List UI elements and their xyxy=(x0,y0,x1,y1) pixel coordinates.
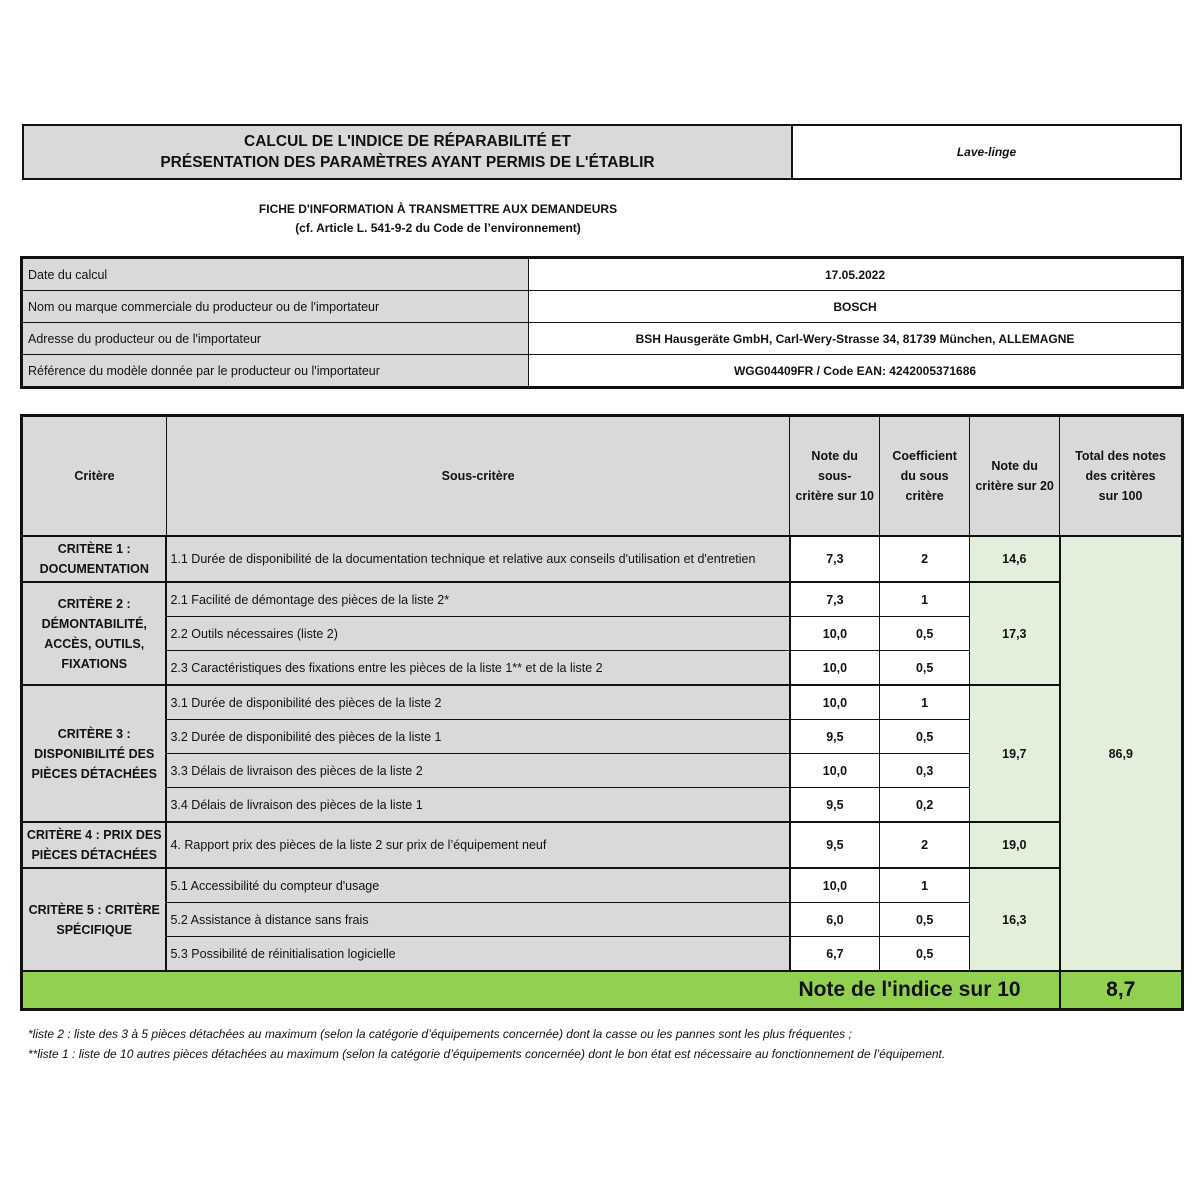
criterion-4-score: 19,0 xyxy=(970,822,1060,868)
subcriterion-note: 10,0 xyxy=(790,685,880,720)
subcriterion-label: 3.4 Délais de livraison des pièces de la liste 1 xyxy=(166,788,789,823)
total-score-100: 86,9 xyxy=(1060,536,1182,971)
subcriterion-coefficient: 0,5 xyxy=(880,651,970,686)
title-line-2: PRÉSENTATION DES PARAMÈTRES AYANT PERMIS DE L'ÉTABLIR xyxy=(160,154,655,171)
product-type: Lave-linge xyxy=(956,145,1017,159)
subtitle-line-1: FICHE D'INFORMATION À TRANSMETTRE AUX DEMANDEURS xyxy=(258,202,618,216)
info-value: BSH Hausgeräte GmbH, Carl-Wery-Strasse 34, 81739 München, ALLEMAGNE xyxy=(529,323,1182,355)
header-sous-critere: Sous-critère xyxy=(166,417,789,537)
table-row xyxy=(23,685,1182,720)
subcriterion-label: 3.3 Délais de livraison des pièces de la liste 2 xyxy=(166,754,789,788)
table-row xyxy=(23,868,1182,903)
info-row-date xyxy=(23,259,1182,291)
info-label: Date du calcul xyxy=(23,259,529,291)
criterion-5-label: CRITÈRE 5 : CRITÈRE SPÉCIFIQUE xyxy=(23,868,167,971)
table-header-row xyxy=(23,417,1182,537)
criterion-3-score: 19,7 xyxy=(970,685,1060,822)
subcriterion-coefficient: 0,5 xyxy=(880,937,970,972)
subcriterion-coefficient: 0,2 xyxy=(880,788,970,823)
document-header xyxy=(22,124,1182,180)
footnotes xyxy=(28,1024,1178,1064)
subcriterion-note: 10,0 xyxy=(790,651,880,686)
subcriterion-coefficient: 2 xyxy=(880,822,970,868)
final-score-row xyxy=(23,971,1182,1009)
info-sheet-subtitle xyxy=(0,200,876,238)
criterion-5-score: 16,3 xyxy=(970,868,1060,971)
header-note-sur-10: Note du sous- critère sur 10 xyxy=(790,417,880,537)
criterion-1-score: 14,6 xyxy=(970,536,1060,582)
document-title xyxy=(24,126,793,178)
final-score-value: 8,7 xyxy=(1060,971,1182,1009)
subcriterion-label: 5.1 Accessibilité du compteur d'usage xyxy=(166,868,789,903)
info-value: 17.05.2022 xyxy=(529,259,1182,291)
info-row-model xyxy=(23,355,1182,387)
subcriterion-coefficient: 0,5 xyxy=(880,720,970,754)
subcriterion-note: 7,3 xyxy=(790,582,880,617)
subcriterion-label: 5.3 Possibilité de réinitialisation logicielle xyxy=(166,937,789,972)
subcriterion-coefficient: 0,5 xyxy=(880,903,970,937)
title-line-1: CALCUL DE L'INDICE DE RÉPARABILITÉ ET xyxy=(244,133,571,150)
footnote-liste-1: **liste 1 : liste de 10 autres pièces détachées au maximum (selon la catégorie d’équipements concernée) dont le bon état est nécessaire au fonctionnement de l’équipement. xyxy=(28,1047,946,1061)
subcriterion-label: 3.2 Durée de disponibilité des pièces de la liste 1 xyxy=(166,720,789,754)
repairability-score-table xyxy=(22,416,1182,1009)
subcriterion-note: 7,3 xyxy=(790,536,880,582)
criterion-1-label: CRITÈRE 1 : DOCUMENTATION xyxy=(23,536,167,582)
subcriterion-note: 10,0 xyxy=(790,868,880,903)
subcriterion-coefficient: 0,3 xyxy=(880,754,970,788)
info-value: BOSCH xyxy=(529,291,1182,323)
subcriterion-coefficient: 1 xyxy=(880,582,970,617)
subcriterion-label: 2.1 Facilité de démontage des pièces de la liste 2* xyxy=(166,582,789,617)
subcriterion-note: 10,0 xyxy=(790,754,880,788)
subcriterion-note: 9,5 xyxy=(790,788,880,823)
final-score-label: Note de l'indice sur 10 xyxy=(23,971,1060,1009)
subcriterion-coefficient: 1 xyxy=(880,685,970,720)
table-row xyxy=(23,582,1182,617)
info-label: Adresse du producteur ou de l'importateur xyxy=(23,323,529,355)
header-note-sur-20: Note du critère sur 20 xyxy=(970,417,1060,537)
footnote-liste-2: *liste 2 : liste des 3 à 5 pièces détachées au maximum (selon la catégorie d’équipements concernée) dont la casse ou les pannes sont les plus fréquentes ; xyxy=(28,1027,852,1041)
header-total-sur-100: Total des notes des critères sur 100 xyxy=(1060,417,1182,537)
header-critere: Critère xyxy=(23,417,167,537)
table-row xyxy=(23,822,1182,868)
subcriterion-coefficient: 2 xyxy=(880,536,970,582)
subcriterion-note: 6,7 xyxy=(790,937,880,972)
table-row xyxy=(23,536,1182,582)
subcriterion-note: 9,5 xyxy=(790,822,880,868)
criterion-2-label: CRITÈRE 2 : DÉMONTABILITÉ, ACCÈS, OUTILS, FIXATIONS xyxy=(23,582,167,685)
subcriterion-label: 3.1 Durée de disponibilité des pièces de la liste 2 xyxy=(166,685,789,720)
criterion-3-label: CRITÈRE 3 : DISPONIBILITÉ DES PIÈCES DÉTACHÉES xyxy=(23,685,167,822)
subcriterion-coefficient: 1 xyxy=(880,868,970,903)
header-coefficient: Coefficient du sous critère xyxy=(880,417,970,537)
subcriterion-note: 10,0 xyxy=(790,617,880,651)
info-value: WGG04409FR / Code EAN: 4242005371686 xyxy=(529,355,1182,387)
criterion-4-label: CRITÈRE 4 : PRIX DES PIÈCES DÉTACHÉES xyxy=(23,822,167,868)
subcriterion-coefficient: 0,5 xyxy=(880,617,970,651)
info-row-address xyxy=(23,323,1182,355)
subcriterion-note: 9,5 xyxy=(790,720,880,754)
producer-info-table xyxy=(22,258,1182,387)
subcriterion-label: 1.1 Durée de disponibilité de la documentation technique et relative aux conseils d'utilisation et d'entretien xyxy=(166,536,789,582)
subcriterion-label: 2.2 Outils nécessaires (liste 2) xyxy=(166,617,789,651)
info-row-brand xyxy=(23,291,1182,323)
subcriterion-label: 5.2 Assistance à distance sans frais xyxy=(166,903,789,937)
criterion-2-score: 17,3 xyxy=(970,582,1060,685)
subcriterion-label: 2.3 Caractéristiques des fixations entre les pièces de la liste 1** et de la liste 2 xyxy=(166,651,789,686)
info-label: Référence du modèle donnée par le producteur ou l'importateur xyxy=(23,355,529,387)
subcriterion-label: 4. Rapport prix des pièces de la liste 2 sur prix de l’équipement neuf xyxy=(166,822,789,868)
info-label: Nom ou marque commerciale du producteur ou de l'importateur xyxy=(23,291,529,323)
subcriterion-note: 6,0 xyxy=(790,903,880,937)
subtitle-line-2: (cf. Article L. 541-9-2 du Code de l’environnement) xyxy=(295,221,581,235)
